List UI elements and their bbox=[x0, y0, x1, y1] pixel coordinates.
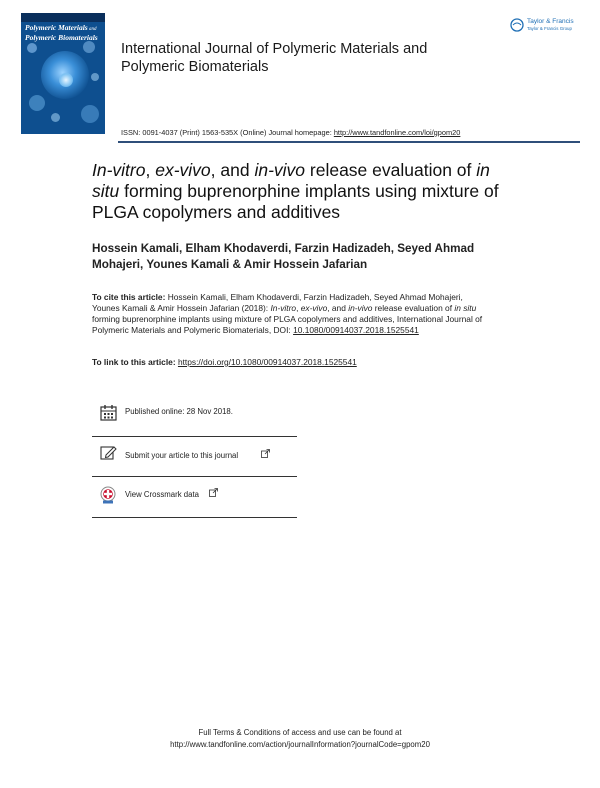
publisher-logo: Taylor & Francis Taylor & Francis Group bbox=[510, 17, 584, 33]
crossmark-row[interactable] bbox=[100, 486, 297, 504]
calendar-icon bbox=[100, 404, 117, 421]
article-authors: Hossein Kamali, Elham Khodaverdi, Farzin Hadizadeh, Seyed Ahmad Mohajeri, Younes Kamali & Amir Hossein Jafarian bbox=[92, 242, 475, 271]
doi-link[interactable]: 10.1080/00914037.2018.1525541 bbox=[293, 325, 419, 336]
separator bbox=[92, 476, 297, 477]
edit-icon bbox=[100, 445, 117, 461]
published-date: Published online: 28 Nov 2018. bbox=[125, 407, 233, 416]
external-link-icon bbox=[261, 449, 270, 458]
crossmark-link[interactable]: View Crossmark data bbox=[125, 490, 199, 499]
journal-homepage-link[interactable]: http://www.tandfonline.com/loi/gpom20 bbox=[333, 128, 461, 137]
separator bbox=[92, 436, 297, 437]
article-title: In-vitro, ex-vivo, and in-vivo release evaluation of in situ forming buprenorphine implants using mixture of PLGA copolymers and additives bbox=[92, 160, 499, 222]
footer-terms: Full Terms & Conditions of access and use can be found at bbox=[198, 728, 402, 737]
crossmark-icon bbox=[100, 486, 116, 504]
submit-article-link[interactable]: Submit your article to this journal bbox=[125, 451, 239, 460]
header-rule bbox=[118, 141, 580, 143]
footer-url[interactable]: http://www.tandfonline.com/action/journalInformation?journalCode=gpom20 bbox=[170, 740, 430, 749]
published-row bbox=[100, 404, 297, 422]
external-link-icon bbox=[209, 488, 218, 497]
journal-title: International Journal of Polymeric Materials and Polymeric Biomaterials bbox=[121, 41, 428, 75]
cover-title: Polymeric Materials and Polymeric Biomaterials bbox=[25, 23, 98, 42]
citation: To cite this article: Hossein Kamali, Elham Khodaverdi, Farzin Hadizadeh, Seyed Ahmad Mohajeri, Younes Kamali & Amir Hossein Jafarian (2018): In-vitro, ex-vivo, and in-vivo release evaluation of in situ forming buprenorphine implants using mixture of PLGA copolymers and additives, International Journal of Polymeric Materials and Polymeric Biomaterials, DOI: 10.1080/00914037.2018.1525541 bbox=[92, 292, 483, 336]
journal-cover bbox=[21, 13, 105, 134]
separator bbox=[92, 517, 297, 518]
article-link-line: To link to this article: https://doi.org/10.1080/00914037.2018.1525541 bbox=[92, 357, 357, 367]
submit-row[interactable] bbox=[100, 445, 297, 463]
issn-line: ISSN: 0091-4037 (Print) 1563-535X (Online) Journal homepage: http://www.tandfonline.com/loi/gpom20 bbox=[121, 128, 461, 137]
article-url-link[interactable]: https://doi.org/10.1080/00914037.2018.1525541 bbox=[177, 357, 357, 367]
